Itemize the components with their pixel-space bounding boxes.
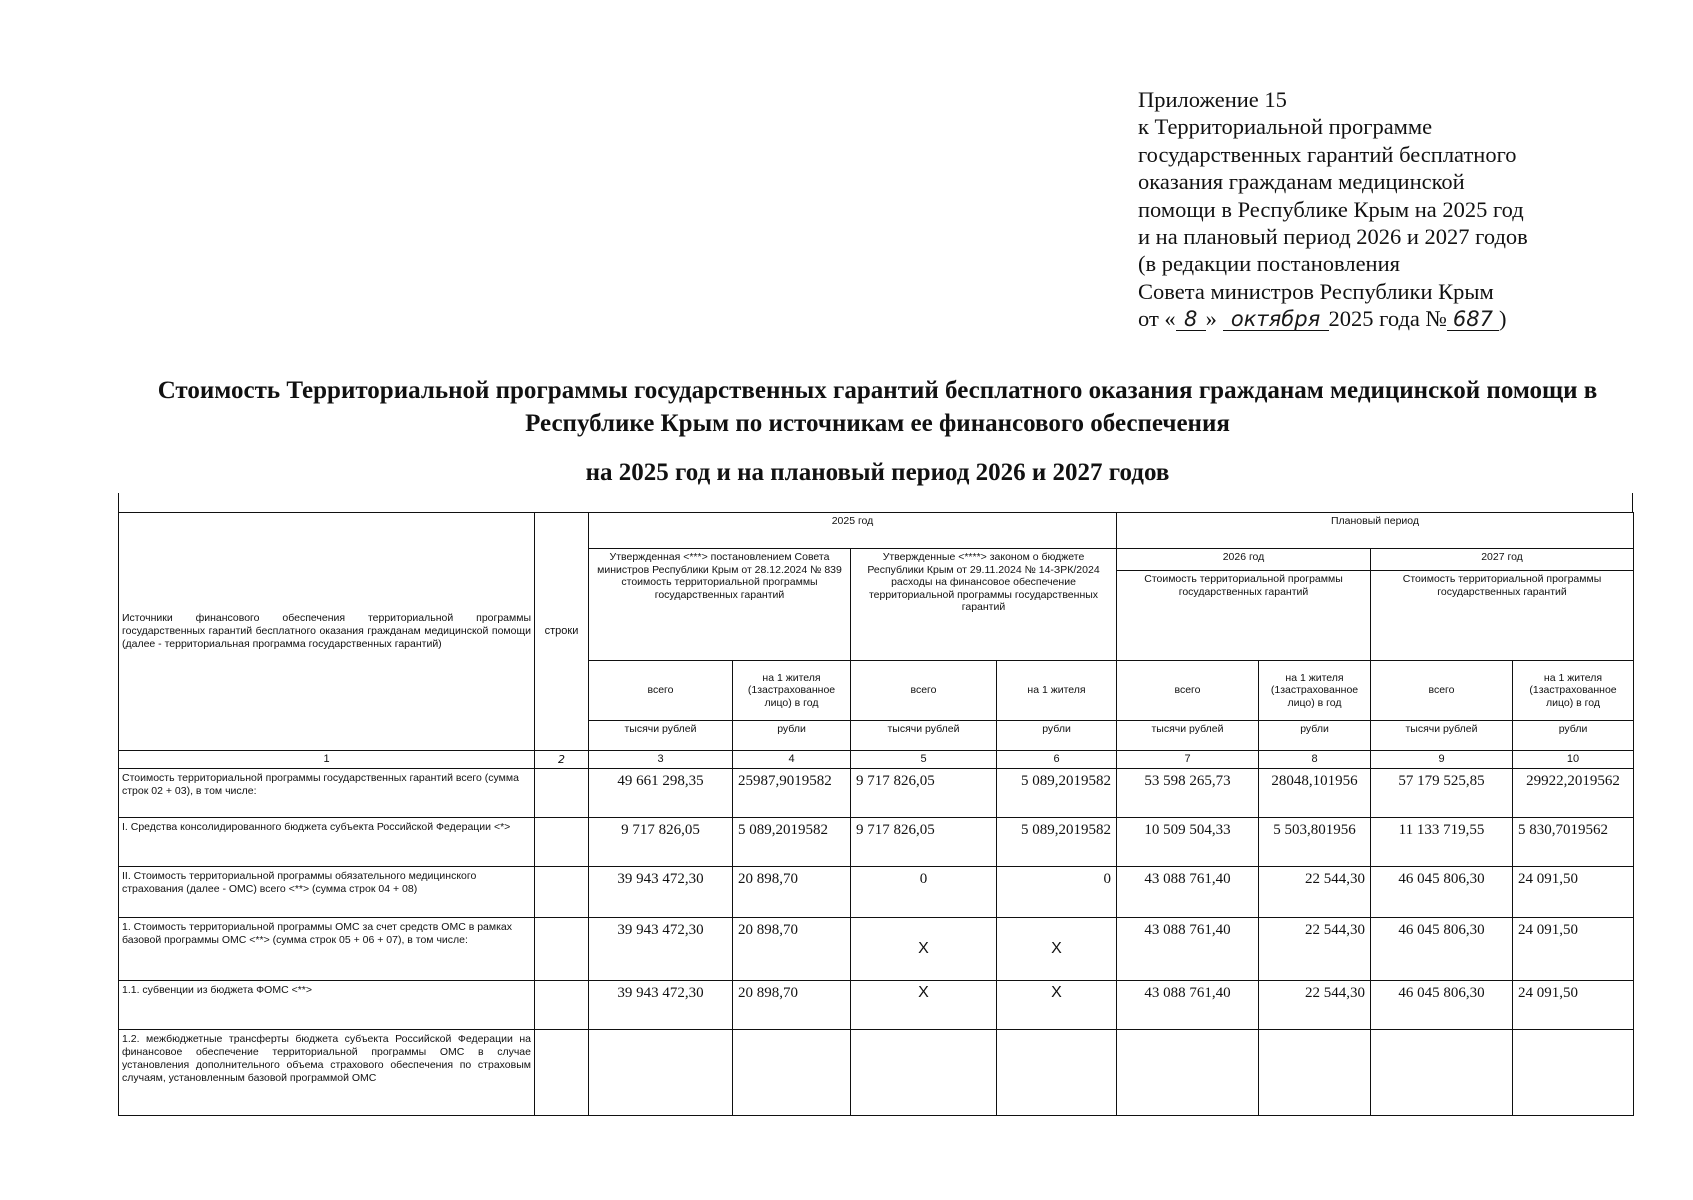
value-cell <box>1371 1030 1513 1116</box>
value-cell: 39 943 472,30 <box>589 867 733 918</box>
document-title: Стоимость Территориальной программы государственных гарантий бесплатного оказания гражданам медицинской помощи в Республике Крым по источникам ее финансового обеспечения <box>157 377 1598 437</box>
value-cell: 57 179 525,85 <box>1371 769 1513 818</box>
date-day-handwritten: 8 <box>1176 308 1206 331</box>
table-left-tick <box>118 493 119 513</box>
row-label: 1.1. субвенции из бюджета ФОМС <**> <box>119 981 535 1030</box>
column-number: 4 <box>733 751 851 769</box>
per-resident-header: на 1 жителя <box>997 661 1117 721</box>
table-row <box>119 769 1634 818</box>
row-number <box>535 867 589 918</box>
value-cell: 0 <box>851 867 997 918</box>
value-cell: 22 544,30 <box>1259 918 1371 981</box>
unit-header: тысячи рублей <box>851 721 997 751</box>
value-cell: 20 898,70 <box>733 918 851 981</box>
appendix-line: Совета министров Республики Крым <box>1138 278 1494 304</box>
table-right-tick <box>1632 493 1633 513</box>
appendix-line: к Территориальной программе <box>1138 114 1433 140</box>
date-month-handwritten: октября <box>1223 308 1329 331</box>
year-2027-header: 2027 год <box>1371 549 1634 571</box>
value-cell: 5 830,7019562 <box>1513 818 1634 867</box>
appendix-line: и на плановый период 2026 и 2027 годов <box>1138 224 1528 250</box>
rownum-column-header: строки <box>535 513 589 751</box>
column-number: 6 <box>997 751 1117 769</box>
value-cell <box>1259 1030 1371 1116</box>
value-cell: 29922,2019562 <box>1513 769 1634 818</box>
column-number: 7 <box>1117 751 1259 769</box>
date-suffix: ) <box>1498 306 1507 332</box>
date-prefix: от « <box>1138 306 1176 332</box>
value-cell: 46 045 806,30 <box>1371 918 1513 981</box>
value-cell: 24 091,50 <box>1513 981 1634 1030</box>
planned-period-header: Плановый период <box>1117 513 1634 549</box>
column-number: 1 <box>119 751 535 769</box>
value-cell <box>589 1030 733 1116</box>
value-cell: X <box>851 981 997 1030</box>
total-header: всего <box>1371 661 1513 721</box>
appendix-line: государственных гарантий бесплатного <box>1138 141 1517 167</box>
value-cell: 10 509 504,33 <box>1117 818 1259 867</box>
value-cell: 43 088 761,40 <box>1117 981 1259 1030</box>
value-cell: 43 088 761,40 <box>1117 918 1259 981</box>
approved-budget-header: Утвержденные <****> законом о бюджете Республики Крым от 29.11.2024 № 14-ЗРК/2024 расходы на финансовое обеспечение территориальной программы государственных гарантий <box>851 549 1117 661</box>
table-row <box>119 1030 1634 1116</box>
year-2025-header: 2025 год <box>589 513 1117 549</box>
value-cell: X <box>851 918 997 981</box>
unit-header: рубли <box>1259 721 1371 751</box>
row-label: 1. Стоимость территориальной программы ОМС за счет средств ОМС в рамках базовой программы ОМС <**> (сумма строк 05 + 06 + 07), в том числе: <box>119 918 535 981</box>
row-label: Стоимость территориальной программы государственных гарантий всего (сумма строк 02 + 03), в том числе: <box>119 769 535 818</box>
year-2026-header: 2026 год <box>1117 549 1371 571</box>
total-header: всего <box>589 661 733 721</box>
value-cell: 9 717 826,05 <box>589 818 733 867</box>
cost-2027-header: Стоимость территориальной программы государственных гарантий <box>1371 571 1634 661</box>
value-cell: 20 898,70 <box>733 867 851 918</box>
value-cell: 24 091,50 <box>1513 918 1634 981</box>
column-number: 10 <box>1513 751 1634 769</box>
date-mid: » <box>1205 306 1217 332</box>
value-cell: 9 717 826,05 <box>851 769 997 818</box>
value-cell: 39 943 472,30 <box>589 981 733 1030</box>
date-year-text: 2025 года № <box>1328 306 1447 332</box>
value-cell: 43 088 761,40 <box>1117 867 1259 918</box>
unit-header: тысячи рублей <box>1371 721 1513 751</box>
column-number: 9 <box>1371 751 1513 769</box>
value-cell: 5 089,2019582 <box>733 818 851 867</box>
per-resident-header: на 1 жителя (1застрахованное лицо) в год <box>1259 661 1371 721</box>
appendix-line: помощи в Республике Крым на 2025 год <box>1138 196 1524 222</box>
row-label: 1.2. межбюджетные трансферты бюджета субъекта Российской Федерации на финансовое обеспечение территориальной программы ОМС в случае установления дополнительного объема страхового обеспечения по страховым случаям, установленным базовой программой ОМС <box>119 1030 535 1116</box>
appendix-line: Приложение 15 <box>1138 87 1287 112</box>
value-cell: X <box>997 981 1117 1030</box>
value-cell <box>1117 1030 1259 1116</box>
table-row <box>119 918 1634 981</box>
value-cell: 25987,9019582 <box>733 769 851 818</box>
value-cell: 49 661 298,35 <box>589 769 733 818</box>
column-number: 2 <box>535 751 589 769</box>
value-cell: 24 091,50 <box>1513 867 1634 918</box>
column-number: 5 <box>851 751 997 769</box>
table-row <box>119 818 1634 867</box>
unit-header: тысячи рублей <box>1117 721 1259 751</box>
total-header: всего <box>851 661 997 721</box>
approved-cost-header: Утвержденная <***> постановлением Совета министров Республики Крым от 28.12.2024 № 839 стоимость территориальной программы государственных гарантий <box>589 549 851 661</box>
value-cell: 22 544,30 <box>1259 867 1371 918</box>
value-cell: X <box>997 918 1117 981</box>
value-cell: 46 045 806,30 <box>1371 867 1513 918</box>
row-label: I. Средства консолидированного бюджета субъекта Российской Федерации <*> <box>119 818 535 867</box>
unit-header: рубли <box>1513 721 1634 751</box>
value-cell: 5 503,801956 <box>1259 818 1371 867</box>
value-cell: 20 898,70 <box>733 981 851 1030</box>
value-cell: 46 045 806,30 <box>1371 981 1513 1030</box>
value-cell <box>733 1030 851 1116</box>
appendix-line: оказания гражданам медицинской <box>1138 169 1465 195</box>
value-cell: 53 598 265,73 <box>1117 769 1259 818</box>
cost-2026-header: Стоимость территориальной программы государственных гарантий <box>1117 571 1371 661</box>
value-cell: 5 089,2019582 <box>997 769 1117 818</box>
source-column-header: Источники финансового обеспечения территориальной программы государственных гарантий бесплатного оказания гражданам медицинской помощи (далее - территориальная программа государственных гарантий) <box>119 513 535 751</box>
per-resident-header: на 1 жителя (1застрахованное лицо) в год <box>733 661 851 721</box>
row-label: II. Стоимость территориальной программы обязательного медицинского страхования (далее - ОМС) всего <**> (сумма строк 04 + 08) <box>119 867 535 918</box>
value-cell: 9 717 826,05 <box>851 818 997 867</box>
value-cell <box>1513 1030 1634 1116</box>
value-cell: 22 544,30 <box>1259 981 1371 1030</box>
appendix-date-line <box>1138 305 1678 332</box>
total-header: всего <box>1117 661 1259 721</box>
row-number <box>535 918 589 981</box>
value-cell: 39 943 472,30 <box>589 918 733 981</box>
value-cell: 5 089,2019582 <box>997 818 1117 867</box>
appendix-block <box>1138 86 1678 333</box>
row-number <box>535 981 589 1030</box>
doc-number-handwritten: 687 <box>1447 308 1499 331</box>
financing-table <box>118 512 1634 1116</box>
value-cell <box>997 1030 1117 1116</box>
document-subtitle: на 2025 год и на плановый период 2026 и 2027 годов <box>585 459 1170 486</box>
value-cell: 11 133 719,55 <box>1371 818 1513 867</box>
row-number <box>535 769 589 818</box>
unit-header: рубли <box>997 721 1117 751</box>
unit-header: рубли <box>733 721 851 751</box>
table-row <box>119 981 1634 1030</box>
row-number <box>535 818 589 867</box>
column-number: 3 <box>589 751 733 769</box>
table-row <box>119 867 1634 918</box>
column-number: 8 <box>1259 751 1371 769</box>
appendix-line: (в редакции постановления <box>1138 251 1400 277</box>
value-cell: 28048,101956 <box>1259 769 1371 818</box>
value-cell: 0 <box>997 867 1117 918</box>
unit-header: тысячи рублей <box>589 721 733 751</box>
value-cell <box>851 1030 997 1116</box>
per-resident-header: на 1 жителя (1застрахованное лицо) в год <box>1513 661 1634 721</box>
row-number <box>535 1030 589 1116</box>
